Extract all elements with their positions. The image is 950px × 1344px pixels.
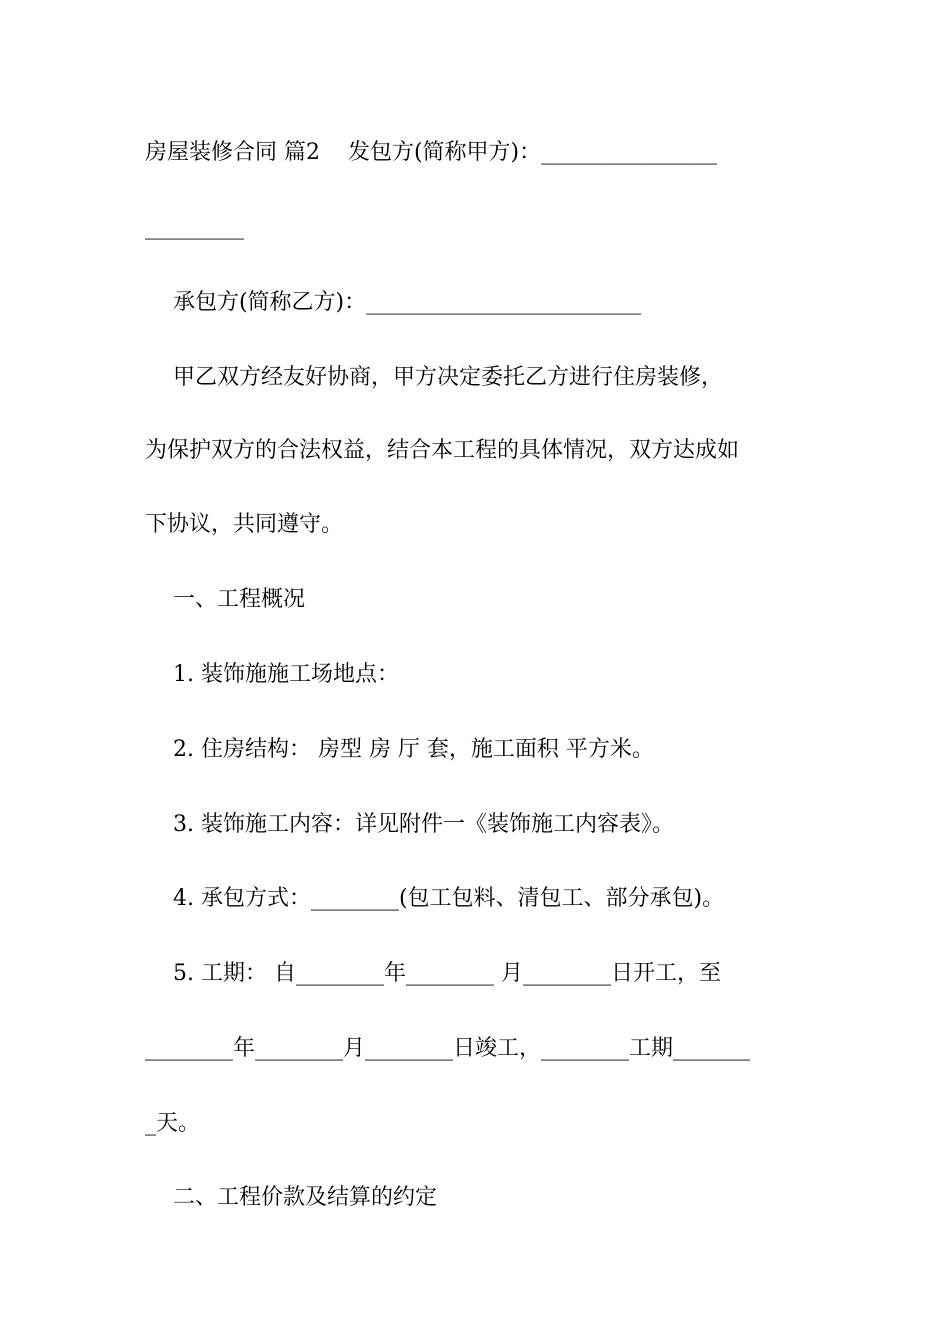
clause-5-line-3: _天。 — [145, 1111, 201, 1136]
intro-paragraph-line-1: 甲乙双方经友好协商，甲方决定委托乙方进行住房装修， — [145, 365, 723, 390]
party-b-line: 承包方(简称乙方)：_________________________ — [145, 290, 642, 315]
clause-5-line-1: 5. 工期： 自________年________ 月________日开工，至 — [145, 961, 721, 986]
clause-3: 3. 装饰施工内容：详见附件一《装饰施工内容表》。 — [145, 812, 674, 837]
clause-1: 1. 装饰施施工场地点： — [145, 662, 399, 687]
clause-5-line-2: ________年________月________日竣工，________工期_______ — [145, 1036, 751, 1061]
clause-4: 4. 承包方式：________(包工包料、清包工、部分承包)。 — [145, 886, 725, 911]
section-heading-2: 二、工程价款及结算的约定 — [145, 1185, 437, 1210]
intro-paragraph-line-3: 下协议，共同遵守。 — [145, 512, 344, 537]
clause-2: 2. 住房结构： 房型 房 厅 套，施工面积 平方米。 — [145, 737, 654, 762]
party-a-blank-continuation: _________ — [145, 215, 244, 240]
intro-paragraph-line-2: 为保护双方的合法权益，结合本工程的具体情况，双方达成如 — [145, 438, 740, 463]
title-and-party-a-line: 房屋装修合同 篇2 发包方(简称甲方)：________________ — [145, 140, 718, 165]
section-heading-1: 一、工程概况 — [145, 587, 305, 612]
